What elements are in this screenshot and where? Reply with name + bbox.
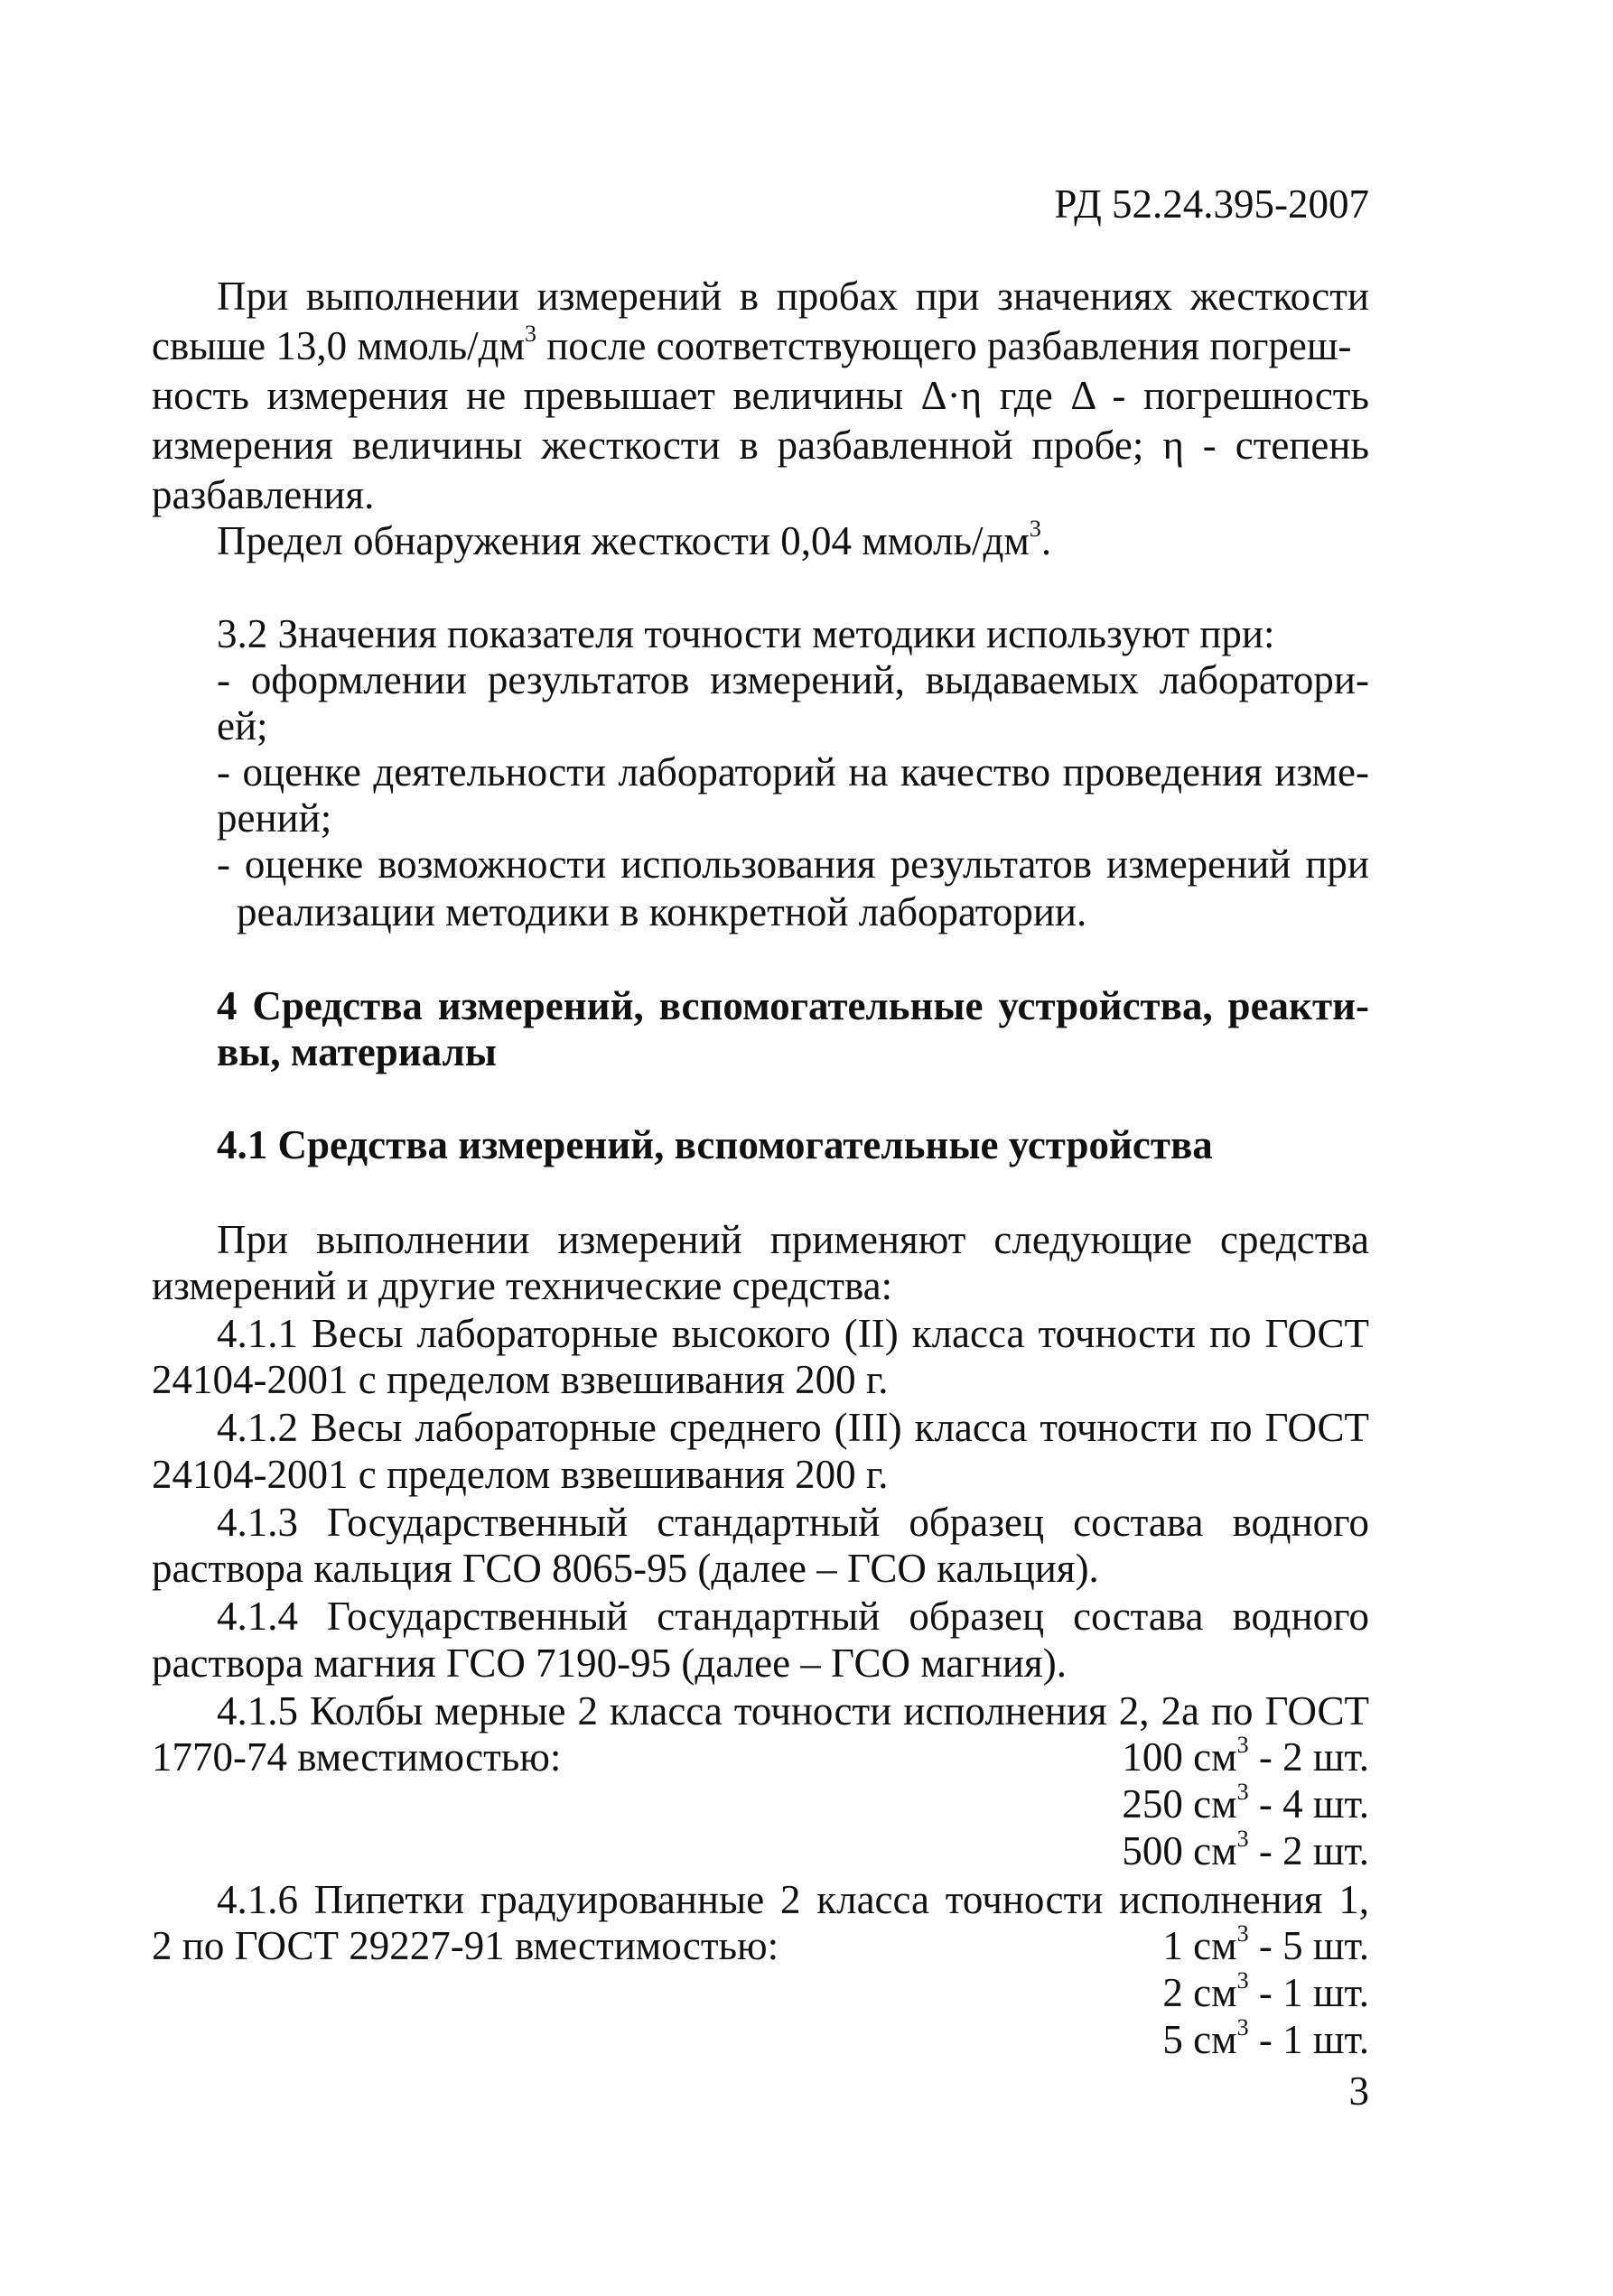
item-4-1-6: 2 по ГОСТ 29227-91 вместимостью:: [152, 1923, 779, 1968]
document-code: РД 52.24.395-2007: [1054, 181, 1369, 227]
item-4-1-1: 4.1.1 Весы лабораторные высокого (II) класса точности по ГОСТ: [217, 1311, 1369, 1356]
section-4-title: 4 Средства измерений, вспомогательные устройства, реакти-: [217, 983, 1369, 1028]
page-number: 3: [1348, 2068, 1369, 2114]
list-item: ей;: [217, 703, 268, 748]
list-item: - оформлении результатов измерений, выдаваемых лаборатори-: [217, 657, 1369, 702]
para-line: свыше 13,0 ммоль/$дм^3$ после соответствующего разбавления погреш-: [152, 321, 1352, 368]
list-item: рений;: [217, 795, 332, 841]
flask-qty: 500 $см^3 - 2$ шт.: [1122, 1826, 1369, 1873]
pipette-qty: 1 $см^3 - 5$ шт.: [1162, 1920, 1369, 1968]
detection-limit: Предел обнаружения жесткости 0,04 ммоль/$дм^3$.: [217, 516, 1052, 563]
para-line: ность измерения не превышает величины Δ·η где Δ - погрешность: [152, 373, 1369, 418]
section-4-intro: измерений и другие технические средства:: [152, 1263, 893, 1308]
item-4-1-6: 4.1.6 Пипетки градуированные 2 класса точности исполнения 1,: [217, 1877, 1369, 1922]
section-4-title: вы, материалы: [217, 1029, 497, 1074]
list-item: - оценке возможности использования результатов измерений при: [217, 841, 1369, 887]
item-4-1-4: раствора магния ГСО 7190-95 (далее – ГСО магния).: [152, 1641, 1067, 1686]
para-line: измерения величины жесткости в разбавленной пробе; η - степень: [152, 423, 1369, 468]
item-4-1-5: 1770-74 вместимостью:: [152, 1734, 562, 1780]
item-4-1-3: раствора кальция ГСО 8065-95 (далее – ГСО кальция).: [152, 1546, 1099, 1591]
item-4-1-2: 24104-2001 с пределом взвешивания 200 г.: [152, 1452, 889, 1497]
item-4-1-1: 24104-2001 с пределом взвешивания 200 г.: [152, 1357, 889, 1402]
list-item: - оценке деятельности лабораторий на качество проведения изме-: [217, 749, 1369, 795]
flask-qty: 250 $см^3 - 4$ шт.: [1122, 1779, 1369, 1827]
item-4-1-3: 4.1.3 Государственный стандартный образец состава водного: [217, 1500, 1369, 1545]
pipette-qty: 5 $см^3 - 1$ шт.: [1162, 2014, 1369, 2062]
section-4-intro: При выполнении измерений применяют следующие средства: [217, 1217, 1369, 1262]
pipette-qty: 2 $см^3 - 1$ шт.: [1162, 1967, 1369, 2015]
para-line: При выполнении измерений в пробах при значениях жесткости: [217, 274, 1369, 319]
list-item: реализации методики в конкретной лаборатории.: [237, 889, 1087, 934]
section-3-2-intro: 3.2 Значения показателя точности методики используют при:: [217, 611, 1275, 656]
flask-qty: 100 $см^3 - 2$ шт.: [1122, 1732, 1369, 1780]
item-4-1-2: 4.1.2 Весы лабораторные среднего (III) класса точности по ГОСТ: [217, 1405, 1369, 1450]
item-4-1-4: 4.1.4 Государственный стандартный образец состава водного: [217, 1594, 1369, 1639]
item-4-1-5: 4.1.5 Колбы мерные 2 класса точности исполнения 2, 2а по ГОСТ: [217, 1688, 1369, 1734]
para-line: разбавления.: [152, 472, 375, 517]
section-4-1-title: 4.1 Средства измерений, вспомогательные устройства: [217, 1122, 1213, 1167]
